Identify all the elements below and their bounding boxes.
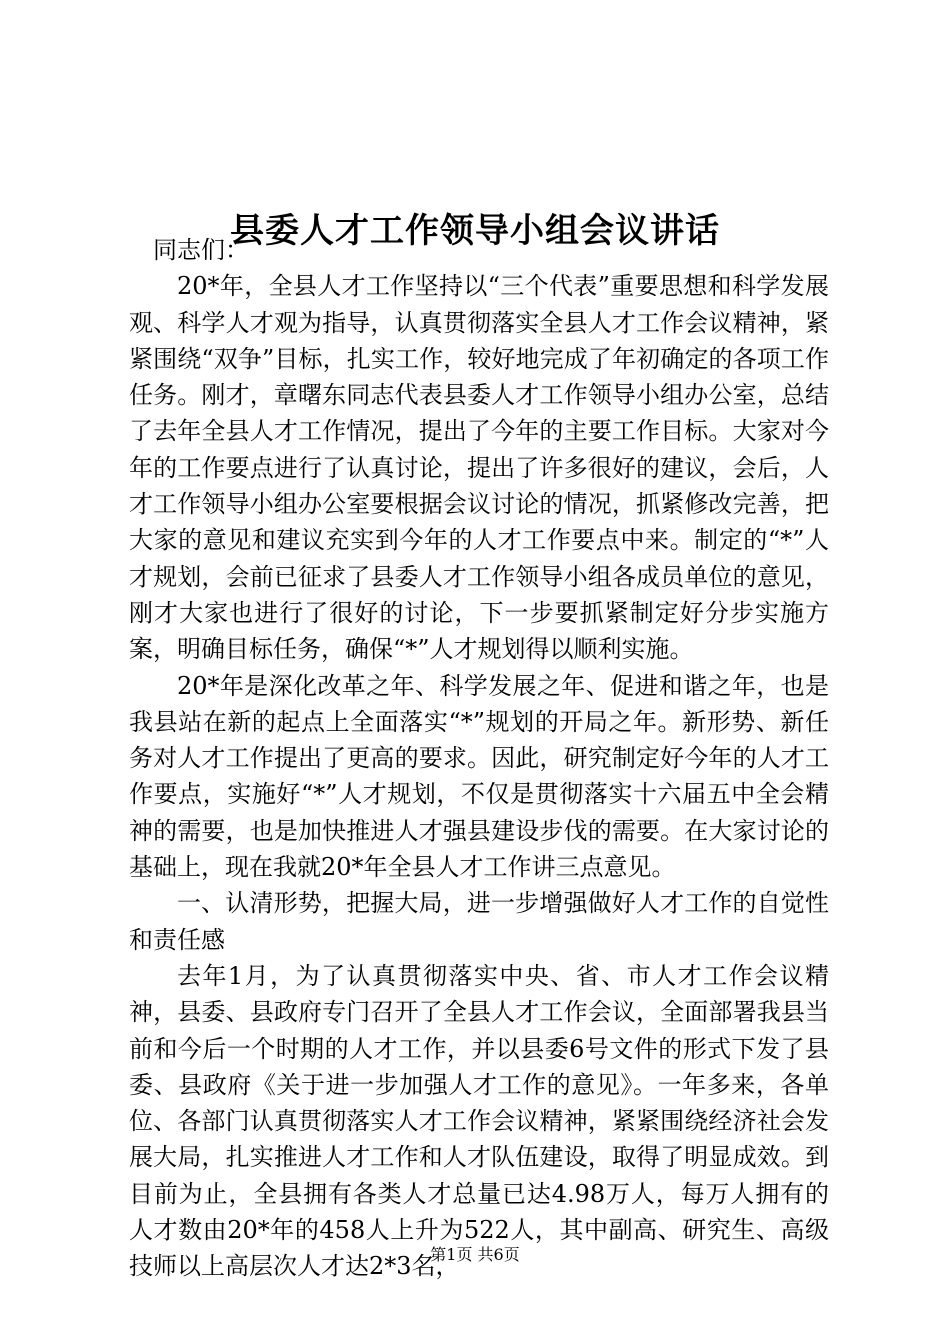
section-heading-1: 一、认清形势，把握大局，进一步增强做好人才工作的自觉性和责任感	[129, 889, 829, 954]
paragraph-1: 20*年，全县人才工作坚持以“三个代表”重要思想和科学发展观、科学人才观为指导，认真贯彻落实全县人才工作会议精神，紧紧围绕“双争”目标，扎实工作，较好地完成了年初确定的各项工作任务。刚才，章曙东同志代表县委人才工作领导小组办公室，总结了去年全县人才工作情况，提出了今年的主要工作目标。大家对今年的工作要点进行了认真讨论，提出了许多很好的建议，会后，人才工作领导小组办公室要根据会议讨论的情况，抓紧修改完善，把大家的意见和建议充实到今年的人才工作要点中来。制定的“*”人才规划，会前已征求了县委人才工作领导小组各成员单位的意见，刚才大家也进行了很好的讨论，下一步要抓紧制定好分步实施方案，明确目标任务，确保“*”人才规划得以顺利实施。	[129, 272, 829, 664]
document-title: 县委人才工作领导小组会议讲话	[230, 210, 720, 251]
paragraph-3: 去年1月，为了认真贯彻落实中央、省、市人才工作会议精神，县委、县政府专门召开了全县人才工作会议，全面部署我县当前和今后一个时期的人才工作，并以县委6号文件的形式下发了县委、县政府《关于进一步加强人才工作的意见》。一年多来，各单位、各部门认真贯彻落实人才工作会议精神，紧紧围绕经济社会发展大局，扎实推进人才工作和人才队伍建设，取得了明显成效。到目前为止，全县拥有各类人才总量已达4.98万人，每万人拥有的人才数由20*年的458人上升为522人，其中副高、研究生、高级技师以上高层次人才达2*3名，	[129, 961, 829, 1281]
paragraph-2: 20*年是深化改革之年、科学发展之年、促进和谐之年，也是我县站在新的起点上全面落实“*”规划的开局之年。新形势、新任务对人才工作提出了更高的要求。因此，研究制定好今年的人才工作要点，实施好“*”人才规划，不仅是贯彻落实十六届五中全会精神的需要，也是加快推进人才强县建设步伐的需要。在大家讨论的基础上，现在我就20*年全县人才工作讲三点意见。	[129, 671, 829, 882]
page-number-footer: 第1页 共6页	[430, 1245, 520, 1264]
document-body	[129, 232, 829, 1285]
salutation: 同志们：	[153, 236, 249, 264]
